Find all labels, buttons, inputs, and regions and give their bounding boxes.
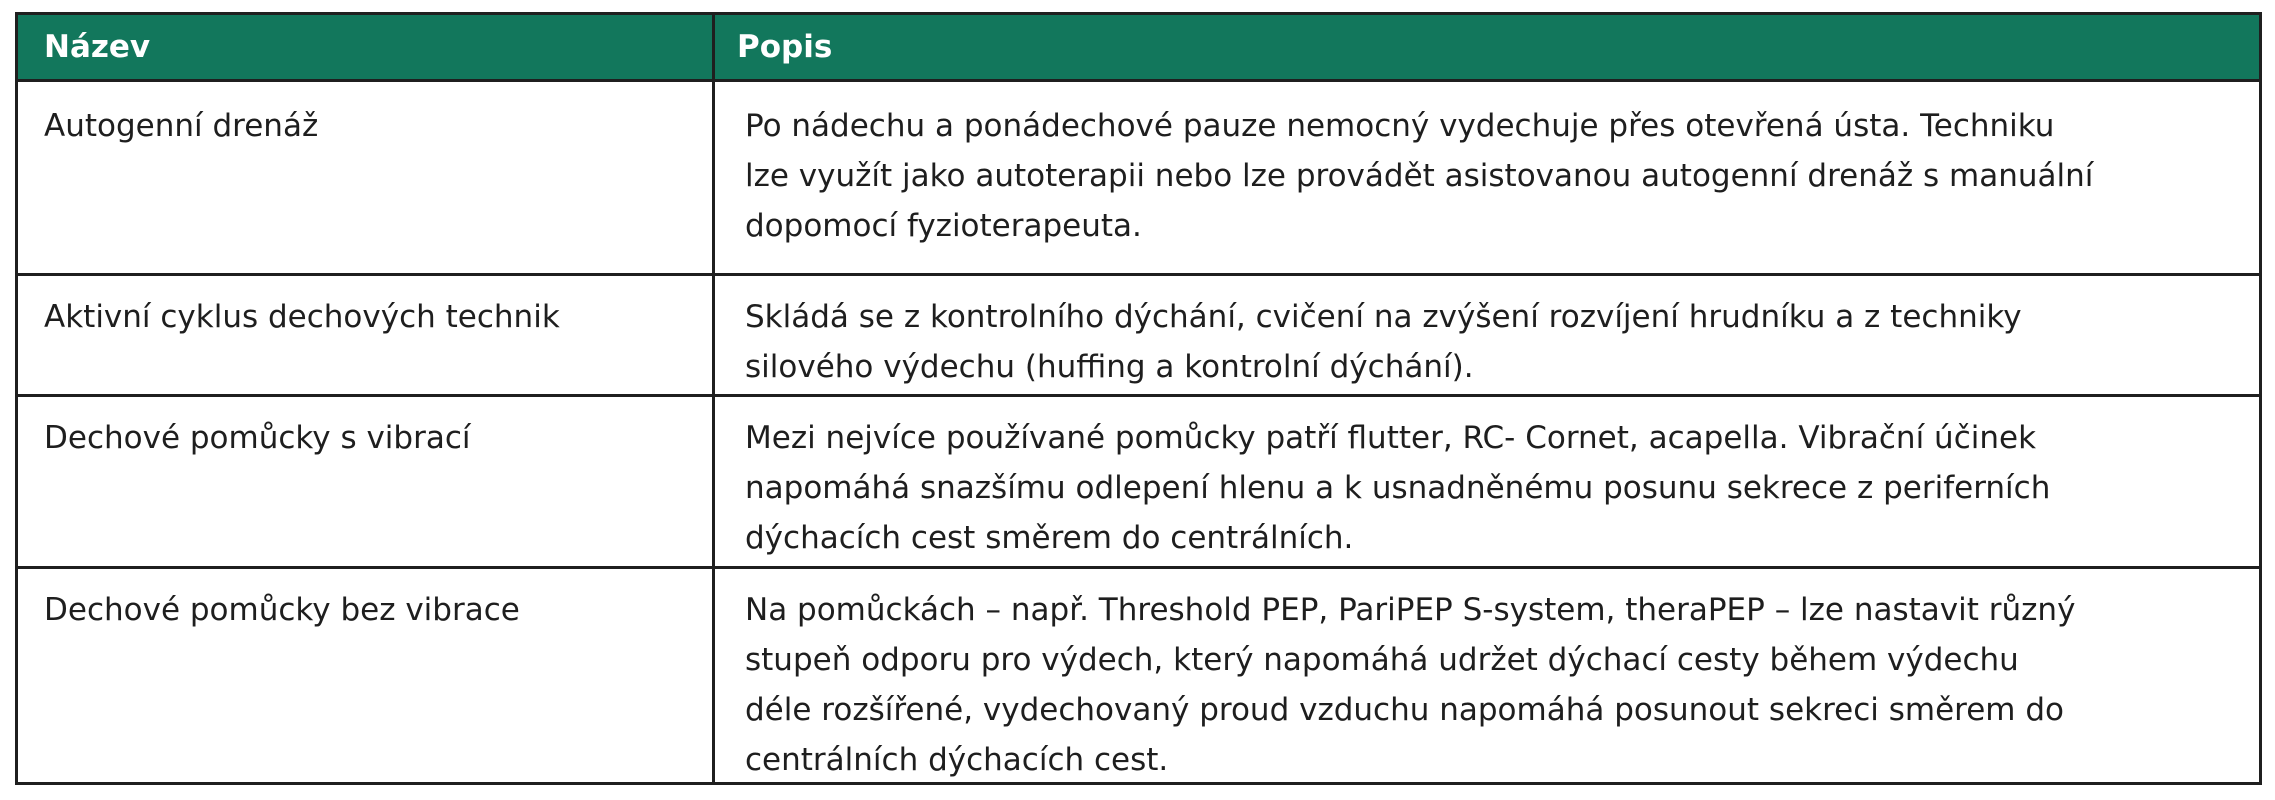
description-line: Mezi nejvíce používané pomůcky patří flutter, RC- Cornet, acapella. Vibrační účinek: [745, 420, 2037, 456]
description-line: dopomocí fyzioterapeuta.: [745, 208, 1142, 244]
column-divider: [712, 82, 715, 273]
description-line: lze využít jako autoterapii nebo lze provádět asistovanou autogenní drenáž s manuální: [745, 158, 2094, 194]
description-line: Skládá se z kontrolního dýchání, cvičení na zvýšení rozvíjení hrudníku a z techniky: [745, 299, 2022, 335]
column-header-name: Název: [44, 29, 151, 65]
description-line: stupeň odporu pro výdech, který napomáhá udržet dýchací cesty během výdechu: [745, 642, 2019, 678]
table-row: [18, 397, 2259, 569]
column-divider: [712, 15, 715, 79]
technique-name: Aktivní cyklus dechových technik: [44, 299, 560, 335]
technique-description: [745, 101, 2245, 251]
table-header-row: [18, 15, 2259, 82]
description-line: déle rozšířené, vydechovaný proud vzduchu napomáhá posunout sekreci směrem do: [745, 692, 2064, 728]
technique-description: [745, 292, 2245, 392]
description-line: silového výdechu (huffing a kontrolní dýchání).: [745, 349, 1474, 385]
technique-description: [745, 585, 2245, 785]
technique-name: Dechové pomůcky bez vibrace: [44, 592, 520, 628]
technique-description: [745, 413, 2245, 563]
description-line: Po nádechu a ponádechové pauze nemocný vydechuje přes otevřená ústa. Techniku: [745, 108, 2055, 144]
description-line: dýchacích cest směrem do centrálních.: [745, 520, 1354, 556]
technique-name: Autogenní drenáž: [44, 108, 319, 144]
description-line: Na pomůckách – např. Threshold PEP, PariPEP S-system, theraPEP – lze nastavit různý: [745, 592, 2076, 628]
exercise-techniques-table: [15, 12, 2262, 785]
column-header-description: Popis: [737, 29, 833, 65]
column-divider: [712, 569, 715, 782]
table-row: [18, 276, 2259, 397]
description-line: centrálních dýchacích cest.: [745, 742, 1169, 778]
table-row: [18, 82, 2259, 276]
column-divider: [712, 397, 715, 566]
technique-name: Dechové pomůcky s vibrací: [44, 420, 471, 456]
description-line: napomáhá snazšímu odlepení hlenu a k usnadněnému posunu sekrece z periferních: [745, 470, 2051, 506]
column-divider: [712, 276, 715, 394]
table-row: [18, 569, 2259, 782]
